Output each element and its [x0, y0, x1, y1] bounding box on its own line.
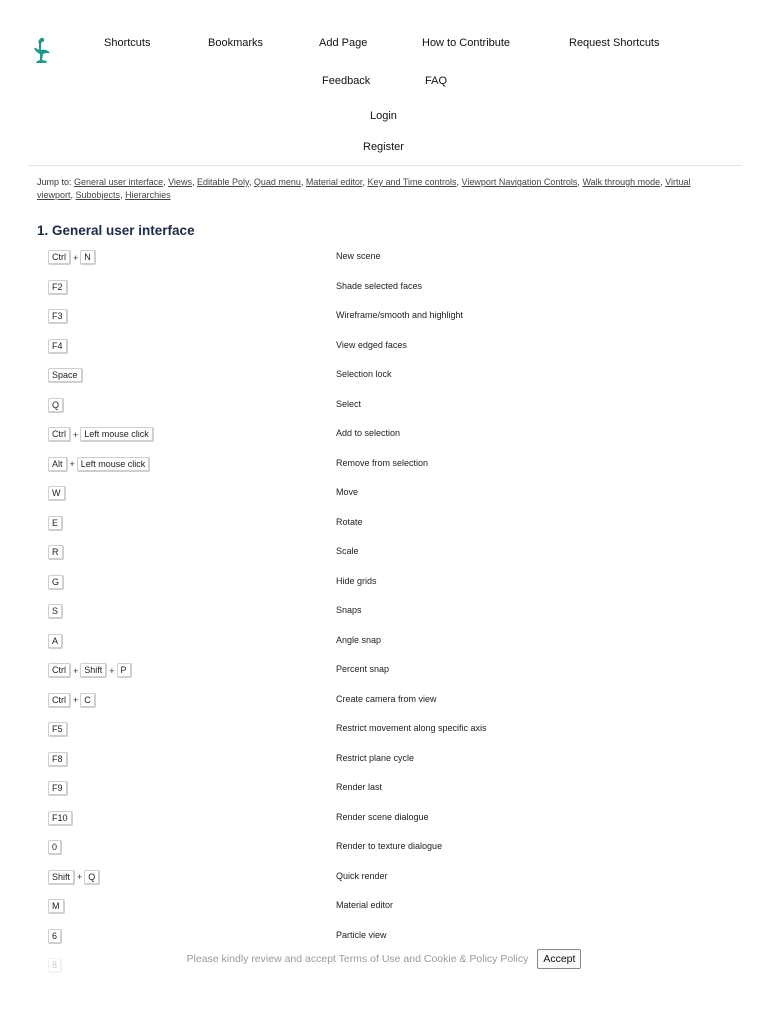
shortcut-description: Percent snap — [336, 664, 390, 674]
jump-link[interactable]: Walk through mode — [582, 177, 661, 187]
shortcut-description: Select — [336, 398, 362, 409]
shortcut-keys — [48, 368, 83, 383]
shortcut-description: Angle snap — [336, 634, 382, 645]
keycap: E — [48, 516, 63, 531]
nav-link-how-to-contribute[interactable]: How to Contribute — [422, 37, 511, 49]
keycap: F9 — [48, 781, 68, 796]
nav-link-feedback[interactable]: Feedback — [322, 75, 371, 87]
keycap: Left mouse click — [77, 457, 151, 472]
shortcut-row — [0, 271, 768, 301]
shortcut-keys — [48, 398, 64, 413]
keycap: C — [80, 693, 96, 708]
nav-link-faq[interactable]: FAQ — [425, 75, 448, 87]
keycap: Q — [48, 398, 64, 413]
shortcut-description: Remove from selection — [336, 457, 429, 468]
keycap: F8 — [48, 752, 68, 767]
shortcut-row — [0, 802, 768, 832]
shortcut-keys — [48, 722, 68, 737]
cookie-banner — [0, 946, 768, 972]
plus-sign: + — [73, 252, 79, 263]
shortcut-row — [0, 448, 768, 478]
shortcut-row — [0, 595, 768, 625]
keycap: F2 — [48, 280, 68, 295]
keycap: F4 — [48, 339, 68, 354]
shortcut-keys — [48, 693, 96, 708]
keycap: Alt — [48, 457, 68, 472]
shortcut-row — [0, 359, 768, 389]
shortcut-description: Render last — [336, 782, 383, 792]
jump-to-bar: Jump to: General user interface, Views, Editable Poly, Quad menu, Material editor, Key and Time controls, Viewport Navigation Controls, Walk through mode, Virtual viewport, Subobjects, Hierarchies — [37, 177, 691, 200]
shortcut-keys — [48, 309, 68, 324]
keycap: G — [48, 575, 64, 590]
nav-link-add-page[interactable]: Add Page — [319, 37, 368, 49]
top-nav — [0, 0, 768, 165]
shortcut-keys — [48, 634, 63, 649]
nav-link-bookmarks[interactable]: Bookmarks — [208, 37, 264, 49]
keycap: F3 — [48, 309, 68, 324]
header-divider — [28, 165, 742, 166]
shortcut-description: Material editor — [336, 900, 394, 910]
nav-link-register[interactable]: Register — [363, 141, 404, 153]
keycap: Left mouse click — [80, 427, 154, 442]
plus-sign: + — [73, 695, 79, 705]
keycap: M — [48, 899, 65, 914]
nav-link-request-shortcuts[interactable]: Request Shortcuts — [569, 37, 660, 49]
keycap: S — [48, 604, 63, 619]
shortcut-keys — [48, 250, 96, 265]
shortcut-row — [0, 330, 768, 360]
jump-link[interactable]: Views — [168, 177, 192, 187]
shortcut-keys — [48, 663, 132, 678]
shortcut-keys — [48, 486, 66, 501]
keycap: Shift — [80, 663, 107, 678]
keycap: A — [48, 634, 63, 649]
shortcut-description: Add to selection — [336, 428, 401, 438]
shortcut-keys — [48, 604, 63, 619]
shortcut-keys — [48, 280, 68, 295]
shortcut-description: Hide grids — [336, 575, 377, 586]
shortcut-row — [0, 477, 768, 507]
shortcut-row — [0, 890, 768, 920]
jump-link[interactable]: Hierarchies — [125, 190, 171, 200]
shortcut-description: Restrict movement along specific axis — [336, 723, 487, 733]
shortcut-keys — [48, 575, 64, 590]
shortcut-row — [0, 418, 768, 448]
jump-link[interactable]: Editable Poly — [196, 177, 249, 187]
bird-logo-icon[interactable] — [32, 36, 52, 66]
shortcut-row — [0, 300, 768, 330]
keycap: P — [117, 663, 132, 678]
shortcut-keys — [48, 899, 65, 914]
plus-sign: + — [73, 429, 79, 440]
keycap: Ctrl — [48, 250, 71, 265]
plus-sign: + — [77, 872, 83, 882]
jump-link[interactable]: Viewport Navigation Controls — [461, 177, 578, 187]
shortcut-keys — [48, 427, 154, 442]
keycap: Ctrl — [48, 693, 71, 708]
jump-link[interactable]: Quad menu — [253, 177, 301, 187]
jump-link[interactable]: Virtual viewport — [37, 177, 691, 200]
shortcut-description: Rotate — [336, 516, 363, 527]
section-title: 1. General user interface — [37, 223, 195, 238]
shortcut-keys — [48, 781, 68, 796]
jump-link[interactable]: Material editor — [305, 177, 363, 187]
shortcut-description: Snaps — [336, 605, 362, 615]
shortcut-list — [0, 241, 768, 979]
shortcut-description: Shade selected faces — [336, 280, 423, 291]
shortcut-description: Render scene dialogue — [336, 811, 429, 822]
shortcut-description: Quick render — [336, 870, 388, 881]
shortcut-keys — [48, 339, 68, 354]
keycap: F10 — [48, 811, 73, 826]
shortcut-row — [0, 861, 768, 891]
shortcut-row — [0, 684, 768, 714]
shortcut-description: Particle view — [336, 929, 387, 940]
shortcut-keys — [48, 752, 68, 767]
keycap: 0 — [48, 840, 62, 855]
shortcut-row — [0, 566, 768, 596]
shortcut-keys — [48, 545, 64, 560]
shortcut-keys — [48, 870, 100, 885]
keycap: W — [48, 486, 66, 501]
jump-link[interactable]: Subobjects — [75, 190, 121, 200]
shortcut-keys — [48, 811, 73, 826]
shortcut-description: Restrict plane cycle — [336, 752, 415, 763]
keycap: Space — [48, 368, 83, 383]
shortcut-row — [0, 625, 768, 655]
keycap: R — [48, 545, 64, 560]
keycap: 8 — [48, 958, 62, 973]
cookie-text: Please kindly review and accept Terms of Use and Cookie & Policy Policy — [186, 953, 529, 965]
shortcut-row — [0, 831, 768, 861]
shortcut-row — [0, 654, 768, 684]
keycap: F5 — [48, 722, 68, 737]
accept-button[interactable]: Accept — [537, 949, 581, 969]
keycap: Ctrl — [48, 427, 71, 442]
shortcut-row — [0, 920, 768, 950]
keycap: Shift — [48, 870, 75, 885]
keycap: N — [80, 250, 96, 265]
keycap: Ctrl — [48, 663, 71, 678]
shortcut-row — [0, 772, 768, 802]
shortcut-keys — [48, 840, 62, 855]
keycap: 6 — [48, 929, 62, 944]
plus-sign: + — [109, 665, 115, 676]
shortcut-description: Selection lock — [336, 369, 392, 379]
shortcut-row — [0, 241, 768, 271]
shortcut-row — [0, 743, 768, 773]
shortcut-description: Move — [336, 487, 359, 497]
shortcut-description: Render to texture dialogue — [336, 841, 443, 851]
shortcut-keys — [48, 516, 63, 531]
shortcut-row — [0, 389, 768, 419]
jump-to-label: Jump to: — [37, 177, 72, 187]
keycap: Q — [84, 870, 100, 885]
shortcut-description: Wireframe/smooth and highlight — [336, 310, 464, 320]
shortcut-keys — [48, 929, 62, 944]
jump-link[interactable]: Key and Time controls — [367, 177, 457, 187]
shortcut-row — [0, 713, 768, 743]
shortcut-keys — [48, 457, 150, 472]
nav-link-shortcuts[interactable]: Shortcuts — [104, 37, 151, 49]
shortcut-description: New scene — [336, 251, 381, 261]
jump-link[interactable]: General user interface — [74, 177, 164, 187]
shortcut-description: Scale — [336, 546, 359, 556]
shortcut-row — [0, 507, 768, 537]
shortcut-description: View edged faces — [336, 339, 407, 350]
shortcut-row — [0, 536, 768, 566]
plus-sign: + — [73, 665, 79, 676]
plus-sign: + — [69, 459, 75, 469]
nav-link-login[interactable]: Login — [370, 110, 397, 122]
shortcut-description: Create camera from view — [336, 693, 437, 704]
